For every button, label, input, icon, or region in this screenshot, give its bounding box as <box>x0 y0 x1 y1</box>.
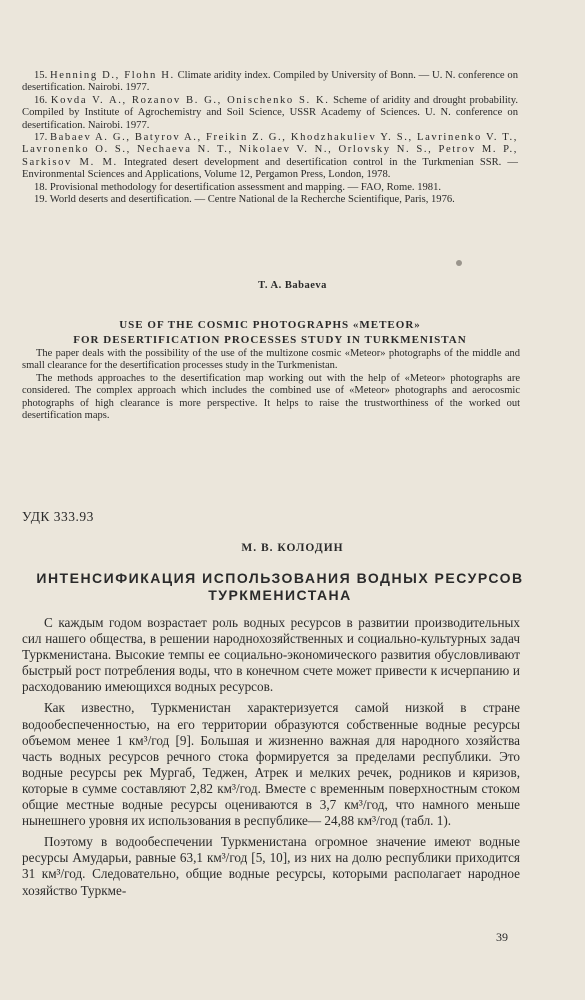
reference-item <box>22 132 518 182</box>
reference-item <box>22 70 518 95</box>
english-title-line: FOR DESERTIFICATION PROCESSES STUDY IN TURKMENISTAN <box>73 334 467 346</box>
reference-text: Scheme of aridity and drought probability. Compiled by Institute of Agrochemistry and Soil Science, USSR Academy of Sciences. U. N. conference on desertification. Nairobi. 1977. <box>22 94 518 131</box>
reference-number: 15. <box>34 70 48 81</box>
reference-list <box>22 70 518 206</box>
reference-item <box>22 182 518 194</box>
paper-speck <box>456 260 462 266</box>
russian-article-author: М. В. КОЛОДИН <box>241 542 344 554</box>
reference-number: 18. <box>34 181 48 193</box>
abstract-paragraph: The methods approaches to the desertification map working out with the help of «Meteor» photographs are considered. The complex approach which includes the combined use of «Meteor» photographs and aerocosmic photographs of high clearance is more perspective. It helps to raise the trustworthiness of the worked out desertification maps. <box>22 372 520 422</box>
reference-authors: Babaev A. G., Batyrov A., Freikin Z. G., Khodzhakuliev Y. S., Lavrinenko V. T., Lavronenko O. S., Nechaeva N. T., Nikolaev V. N., Orlovsky N. S., Petrov M. P., Sarkisov M. M. <box>22 132 518 168</box>
reference-item <box>22 194 518 206</box>
reference-number: 17. <box>34 132 48 144</box>
russian-article-body <box>22 615 520 904</box>
russian-title-line: ИНТЕНСИФИКАЦИЯ ИСПОЛЬЗОВАНИЯ ВОДНЫХ РЕСУРСОВ <box>36 570 524 586</box>
english-article-title <box>30 318 510 348</box>
reference-text: Integrated desert development and desertification control in the Turkmenian SSR. — Environmental Sciences and Applications, Volume 12, Pergamon Press, London, 1978. <box>22 156 518 181</box>
body-paragraph: Поэтому в водообеспечении Туркменистана огромное значение имеют водные ресурсы Амударьи, равные 63,1 км³/год [5, 10], из них на долю республики приходится 31 км³/год. Следовательно, общие водные ресурсы, которыми располагает народное хозяйство Туркме- <box>22 834 520 898</box>
abstract-paragraph: The paper deals with the possibility of the use of the multizone cosmic «Meteor» photographs of the middle and small clearance for the desertification processes study in the Turkmenistan. <box>22 348 520 372</box>
reference-authors: Kovda V. A., Rozanov B. G., Onischenko S. K. <box>50 94 330 106</box>
page-number: 39 <box>496 930 508 944</box>
reference-text: World deserts and desertification. — Centre National de la Recherche Scientifique, Paris, 1976. <box>49 194 455 206</box>
russian-article-title <box>20 570 540 604</box>
reference-number: 19. <box>34 194 48 206</box>
udk-code: УДК 333.93 <box>22 509 94 524</box>
reference-item <box>22 95 518 132</box>
body-paragraph: С каждым годом возрастает роль водных ресурсов в развитии производительных сил нашего общества, в решении народнохозяйственных и социально-культурных задач Туркменистана. Высокие темпы ее социально-экономического развития обусловливают быстрый рост потребления воды, что в конечном счете может привести к исчерпанию и расходованию имеющихся водных ресурсов. <box>22 615 520 695</box>
english-article-author: T. A. Babaeva <box>258 280 327 291</box>
english-abstract <box>22 348 520 422</box>
reference-number: 16. <box>34 94 48 106</box>
reference-text: Climate aridity index. Compiled by University of Bonn. — U. N. conference on desertification. Nairobi. 1977. <box>22 70 519 94</box>
reference-authors: Henning D., Flohn H. <box>50 70 175 81</box>
russian-title-line: ТУРКМЕНИСТАНА <box>208 587 352 603</box>
reference-text: Provisional methodology for desertification assessment and mapping. — FAO, Rome. 1981. <box>49 181 442 193</box>
body-paragraph: Как известно, Туркменистан характеризуется самой низкой в стране водообеспеченностью, на его территории образуются собственные водные ресурсы объемом менее 1 км³/год [9]. Большая и жизненно важная для народного хозяйства часть водных ресурсов речного стока формируется за пределами республики. Это водные ресурсы рек Мургаб, Теджен, Атрек и мелких речек, родников и кяризов, которые в сумме составляют 2,82 км³/год. Вместе с временным поверхностным стоком общие местные водные ресурсы оцениваются в 3,7 км³/год, что намного меньше нынешнего уровня их использования в республике— 24,88 км³/год (табл. 1). <box>22 700 520 829</box>
english-title-line: USE OF THE COSMIC PHOTOGRAPHS «METEOR» <box>119 319 421 331</box>
